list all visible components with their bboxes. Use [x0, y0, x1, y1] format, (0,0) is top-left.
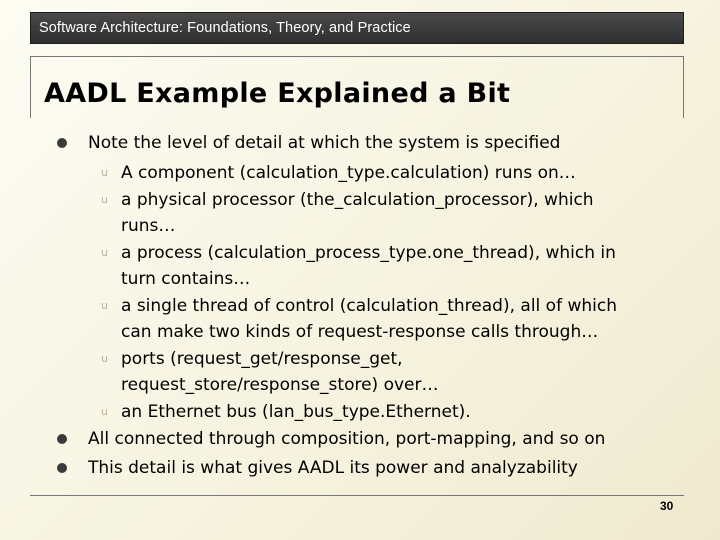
sub-bullet-4-cont: can make two kinds of request-response calls through…: [121, 322, 599, 342]
sub-bullet-3: a process (calculation_process_type.one_thread), which in: [121, 243, 616, 263]
bullet-dot-icon: [57, 463, 67, 473]
sub-bullet-icon: u: [101, 193, 108, 206]
sub-bullet-3-cont: turn contains…: [121, 269, 251, 289]
bullet-2: All connected through composition, port-mapping, and so on: [88, 429, 606, 449]
slide-title: AADL Example Explained a Bit: [44, 78, 511, 109]
bullet-dot-icon: [57, 138, 67, 148]
sub-bullet-6: an Ethernet bus (lan_bus_type.Ethernet).: [121, 402, 471, 422]
bullet-3: This detail is what gives AADL its power and analyzability: [88, 458, 578, 478]
bullet-1: Note the level of detail at which the system is specified: [88, 133, 561, 153]
sub-bullet-icon: u: [101, 246, 108, 259]
sub-bullet-icon: u: [101, 405, 108, 418]
sub-bullet-5: ports (request_get/response_get,: [121, 349, 403, 369]
page-number: 30: [660, 499, 674, 513]
footer-rule: [30, 495, 684, 496]
bullet-dot-icon: [57, 434, 67, 444]
sub-bullet-5-cont: request_store/response_store) over…: [121, 375, 439, 395]
course-title: Software Architecture: Foundations, Theory, and Practice: [39, 20, 411, 36]
sub-bullet-icon: u: [101, 166, 108, 179]
sub-bullet-2: a physical processor (the_calculation_processor), which: [121, 190, 594, 210]
sub-bullet-icon: u: [101, 299, 108, 312]
sub-bullet-2-cont: runs…: [121, 216, 176, 236]
sub-bullet-icon: u: [101, 352, 108, 365]
sub-bullet-1: A component (calculation_type.calculation) runs on…: [121, 163, 576, 183]
sub-bullet-4: a single thread of control (calculation_thread), all of which: [121, 296, 617, 316]
